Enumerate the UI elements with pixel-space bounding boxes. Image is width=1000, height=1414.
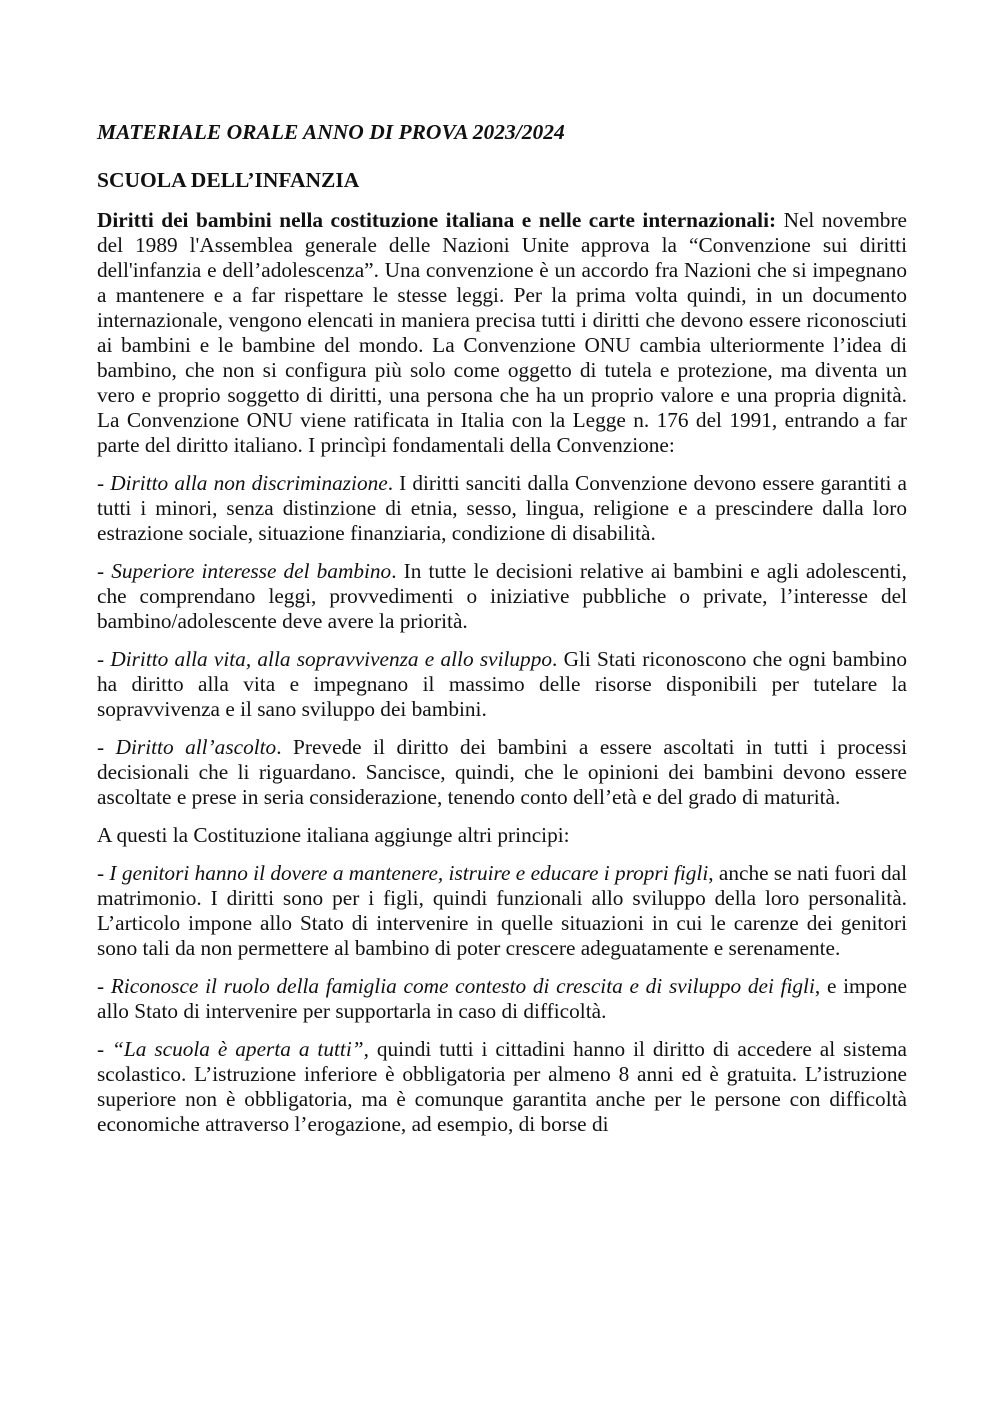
principle-prefix: -: [97, 647, 111, 671]
principle-prefix: -: [97, 735, 116, 759]
principle-text: , e impone allo Stato di intervenire per supportarla in caso di difficoltà.: [97, 974, 908, 1023]
document-subtitle: SCUOLA DELL’INFANZIA: [97, 168, 360, 192]
principle-text: , anche se nati fuori dal matrimonio. I diritti sono per i figli, quindi funzionali allo sviluppo della loro personalità. L’articolo impone allo Stato di intervenire in quelle situazioni in cui le carenze dei genitori sono tali da non permettere al bambino di poter crescere adeguatamente e serenamente.: [97, 861, 907, 960]
principle-paragraph: [97, 559, 907, 634]
principle-text: . Gli Stati riconoscono che ogni bambino ha diritto alla vita e impegnano il massimo delle risorse disponibili per tutelare la sopravvivenza e il sano sviluppo dei bambini.: [97, 647, 908, 721]
principle-title: “La scuola è aperta a tutti”: [112, 1037, 364, 1061]
intro-lead: Diritti dei bambini nella costituzione italiana e nelle carte internazionali:: [97, 208, 777, 232]
principle-title: Riconosce il ruolo della famiglia come contesto di crescita e di sviluppo dei figli: [110, 974, 815, 998]
principle-title: I genitori hanno il dovere a mantenere, istruire e educare i propri figli: [109, 861, 709, 885]
principle-prefix: -: [97, 861, 110, 885]
constitution-intro: A questi la Costituzione italiana aggiunge altri principi:: [97, 823, 570, 847]
principle-title: Diritto all’ascolto: [115, 735, 277, 759]
constitution-principle-paragraph: [97, 861, 907, 961]
constitution-principle-paragraph: [97, 1037, 907, 1137]
document-page: [97, 118, 907, 1150]
principle-text: . In tutte le decisioni relative ai bambini e agli adolescenti, che comprendano leggi, provvedimenti o iniziative pubbliche o private, l’interesse del bambino/adolescente deve avere la priorità.: [97, 559, 907, 633]
intro-paragraph: [97, 208, 907, 458]
principle-prefix: -: [97, 471, 111, 495]
principle-text: . Prevede il diritto dei bambini a essere ascoltati in tutti i processi decisionali che li riguardano. Sancisce, quindi, che le opinioni dei bambini devono essere ascoltate e prese in seria considerazione, tenendo conto dell’età e del grado di maturità.: [97, 735, 907, 809]
principle-title: Superiore interesse del bambino: [111, 559, 392, 583]
principle-title: Diritto alla vita, alla sopravvivenza e allo sviluppo: [110, 647, 553, 671]
principle-prefix: -: [97, 974, 111, 998]
principle-paragraph: [97, 735, 907, 810]
constitution-principle-paragraph: [97, 974, 907, 1024]
principle-paragraph: [97, 471, 907, 546]
intro-text: Nel novembre del 1989 l'Assemblea generale delle Nazioni Unite approva la “Convenzione sui diritti dell'infanzia e dell’adolescenza”. Una convenzione è un accordo fra Nazioni che si impegnano a mantenere e a far rispettare le stesse leggi. Per la prima volta quindi, in un documento internazionale, vengono elencati in maniera precisa tutti i diritti che devono essere riconosciuti ai bambini e le bambine del mondo. La Convenzione ONU cambia ulteriormente l’idea di bambino, che non si configura più solo come oggetto di tutela e protezione, ma diventa un vero e proprio soggetto di diritti, una persona che ha un proprio valore e una propria dignità. La Convenzione ONU viene ratificata in Italia con la Legge n. 176 del 1991, entrando a far parte del diritto italiano. I princìpi fondamentali della Convenzione:: [97, 208, 907, 457]
principle-paragraph: [97, 647, 907, 722]
principle-prefix: -: [97, 559, 112, 583]
principle-prefix: -: [97, 1037, 113, 1061]
principle-title: Diritto alla non discriminazione: [110, 471, 388, 495]
document-title: MATERIALE ORALE ANNO DI PROVA 2023/2024: [97, 120, 565, 144]
principle-text: , quindi tutti i cittadini hanno il diritto di accedere al sistema scolastico. L’istruzione inferiore è obbligatoria per almeno 8 anni ed è gratuita. L’istruzione superiore non è obbligatoria, ma è comunque garantita anche per le persone con difficoltà economiche attraverso l’erogazione, ad esempio, di borse di: [97, 1037, 907, 1136]
principle-text: . I diritti sanciti dalla Convenzione devono essere garantiti a tutti i minori, senza distinzione di etnia, sesso, lingua, religione e a prescindere dalla loro estrazione sociale, situazione finanziaria, condizione di disabilità.: [97, 471, 907, 545]
